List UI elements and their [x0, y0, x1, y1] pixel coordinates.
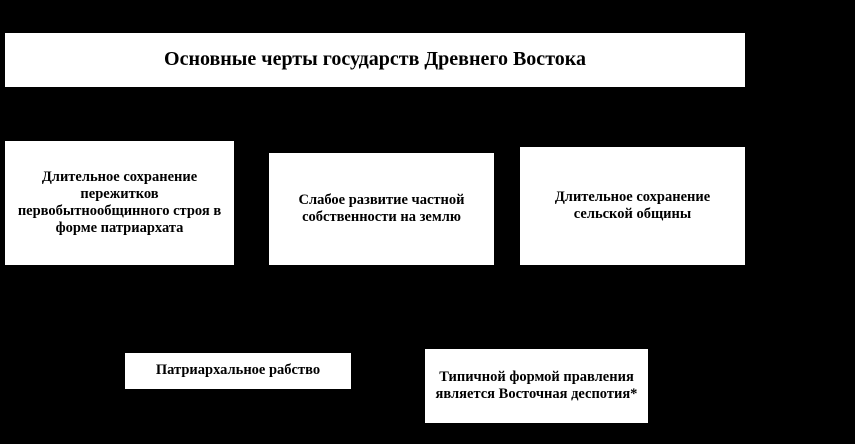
feature-text-3: Длительное сохранение сельской общины [554, 188, 711, 222]
feature-text-2: Слабое развитие частной собственности на землю [298, 191, 465, 225]
feature-box-patriarchy-survivals [4, 140, 235, 266]
feature-text-1: Длительное сохранение пережитков первобытнообщинного строя в форме патриархата [17, 168, 222, 237]
diagram-title-box [4, 32, 746, 88]
feature-text-4: Патриархальное рабство [155, 362, 321, 379]
feature-box-patriarchal-slavery [124, 352, 352, 390]
feature-box-private-property [268, 152, 495, 266]
feature-box-eastern-despotism [424, 348, 649, 424]
feature-box-rural-community [519, 146, 746, 266]
diagram-title-text: Основные черты государств Древнего Востока [164, 48, 586, 71]
feature-text-5: Типичной формой правления является Восточная деспотия* [435, 368, 638, 402]
